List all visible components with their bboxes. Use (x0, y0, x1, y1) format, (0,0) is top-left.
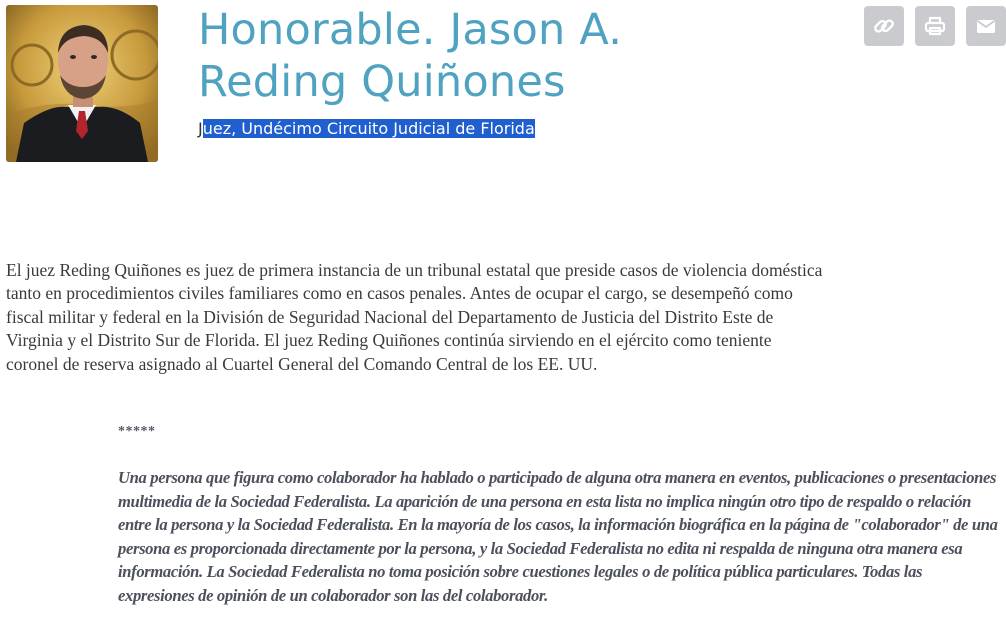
share-toolbar (864, 6, 1006, 46)
email-icon (974, 14, 998, 38)
contributor-disclaimer: Una persona que figura como colaborador ha hablado o participado de alguna otra manera en eventos, publicaciones o presentaciones multimedia de la Sociedad Federalista. La aparición de una persona en esta lista no implica ningún otro tipo de respaldo o relación entre la persona y la Sociedad Federalista. En la mayoría de los casos, la información biográfica en la página de "colaborador" de una persona es proporcionada directamente por la persona, y la Sociedad Federalista no edita ni respalda de ninguna otra manera esa información. La Sociedad Federalista no toma posición sobre cuestiones legales o de política pública particulares. Todas las expresiones de opinión de un colaborador son las del colaborador. (118, 468, 998, 605)
biography-text: El juez Reding Quiñones es juez de primera instancia de un tribunal estatal que preside casos de violencia doméstica tanto en procedimientos civiles familiares como en casos penales. Antes de ocupar el cargo, se desempeñó como fiscal militar y federal en la División de Seguridad Nacional del Departamento de Justicia del Distrito Este de Virginia y el Distrito Sur de Florida. El juez Reding Quiñones continúa sirviendo en el ejército como teniente coronel de reserva asignado al Cuartel General del Comando Central de los EE. UU. (6, 260, 823, 374)
print-button[interactable] (915, 6, 955, 46)
judge-portrait (6, 5, 158, 162)
portrait-image (6, 5, 158, 162)
position-title-selected: uez, Undécimo Circuito Judicial de Florida (202, 119, 535, 138)
judge-position-title (198, 118, 535, 140)
position-title-start: J (198, 119, 203, 138)
link-icon (872, 14, 896, 38)
print-icon (923, 14, 947, 38)
copy-link-button[interactable] (864, 6, 904, 46)
section-separator: ***** (118, 424, 156, 439)
email-button[interactable] (966, 6, 1006, 46)
page-title: Honorable. Jason A. Reding Quiñones (198, 5, 623, 107)
